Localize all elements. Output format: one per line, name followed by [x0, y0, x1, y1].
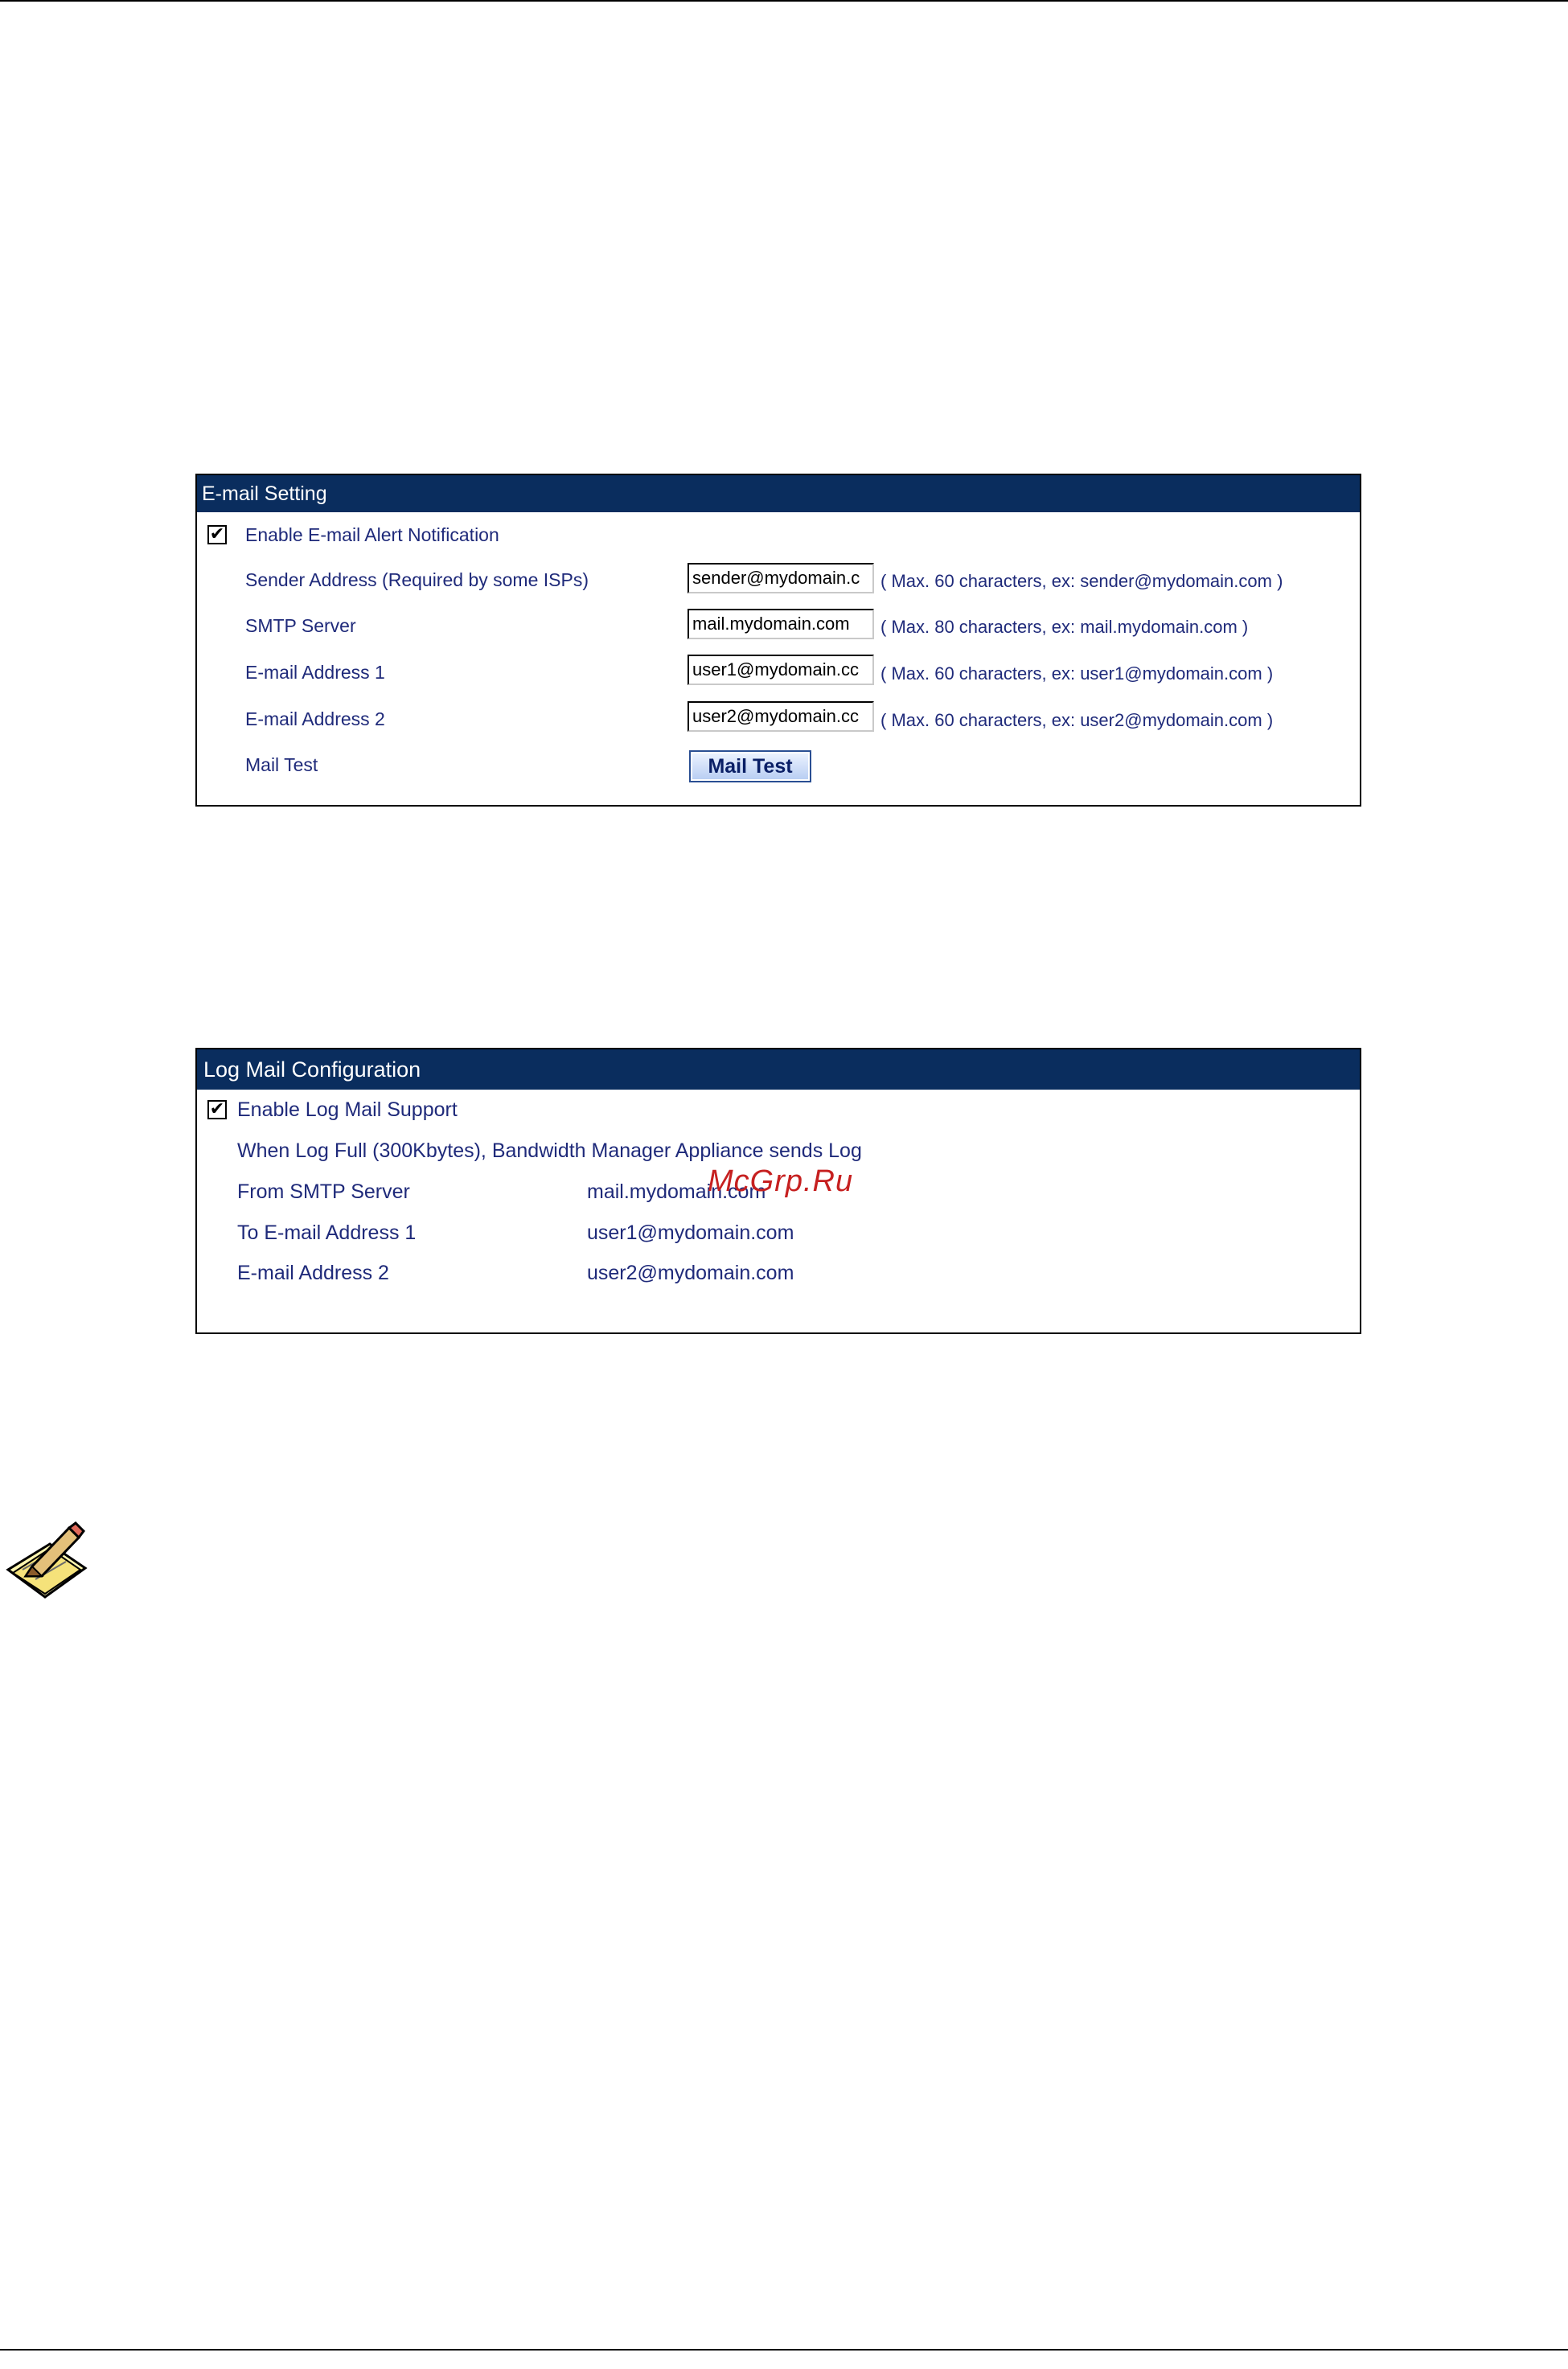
sender-address-hint: ( Max. 60 characters, ex: sender@mydomain.com ) — [880, 571, 1283, 591]
watermark: McGrp.Ru — [708, 1164, 854, 1198]
mail-test-label: Mail Test — [245, 754, 318, 775]
email-address-2-hint: ( Max. 60 characters, ex: user2@mydomain.com ) — [880, 710, 1274, 730]
smtp-server-label: SMTP Server — [245, 615, 356, 636]
top-rule — [0, 0, 1568, 2]
email-address-1-label: E-mail Address 1 — [245, 662, 385, 683]
email-setting-panel — [195, 474, 1361, 807]
email-address-1-input[interactable]: user1@mydomain.cc — [688, 655, 874, 685]
enable-email-alert-checkbox[interactable]: ✔ — [207, 525, 227, 544]
sender-address-label: Sender Address (Required by some ISPs) — [245, 569, 589, 590]
to-email-address-1-label: To E-mail Address 1 — [237, 1221, 417, 1244]
email-address-2-label: E-mail Address 2 — [237, 1262, 389, 1284]
from-smtp-server-label: From SMTP Server — [237, 1180, 410, 1203]
email-address-2-label: E-mail Address 2 — [245, 708, 385, 729]
from-smtp-server-value: mail.mydomain.com — [587, 1180, 766, 1203]
log-full-info: When Log Full (300Kbytes), Bandwidth Manager Appliance sends Log — [237, 1139, 862, 1162]
enable-email-alert-label: Enable E-mail Alert Notification — [245, 524, 499, 545]
smtp-server-hint: ( Max. 80 characters, ex: mail.mydomain.com ) — [880, 617, 1249, 637]
note-pencil-icon — [5, 1520, 88, 1603]
smtp-server-input[interactable]: mail.mydomain.com — [688, 609, 874, 639]
to-email-address-1-value: user1@mydomain.com — [587, 1221, 794, 1244]
sender-address-input[interactable]: sender@mydomain.c — [688, 563, 874, 593]
bottom-rule — [0, 2349, 1568, 2351]
email-address-1-hint: ( Max. 60 characters, ex: user1@mydomain.com ) — [880, 663, 1274, 684]
log-mail-title: Log Mail Configuration — [197, 1049, 1360, 1090]
enable-log-mail-label: Enable Log Mail Support — [237, 1098, 458, 1121]
email-address-2-value: user2@mydomain.com — [587, 1262, 794, 1284]
email-address-2-input[interactable]: user2@mydomain.cc — [688, 701, 874, 732]
mail-test-button[interactable]: Mail Test — [689, 750, 811, 782]
enable-log-mail-checkbox[interactable]: ✔ — [207, 1100, 227, 1119]
email-setting-title: E-mail Setting — [197, 475, 1360, 512]
